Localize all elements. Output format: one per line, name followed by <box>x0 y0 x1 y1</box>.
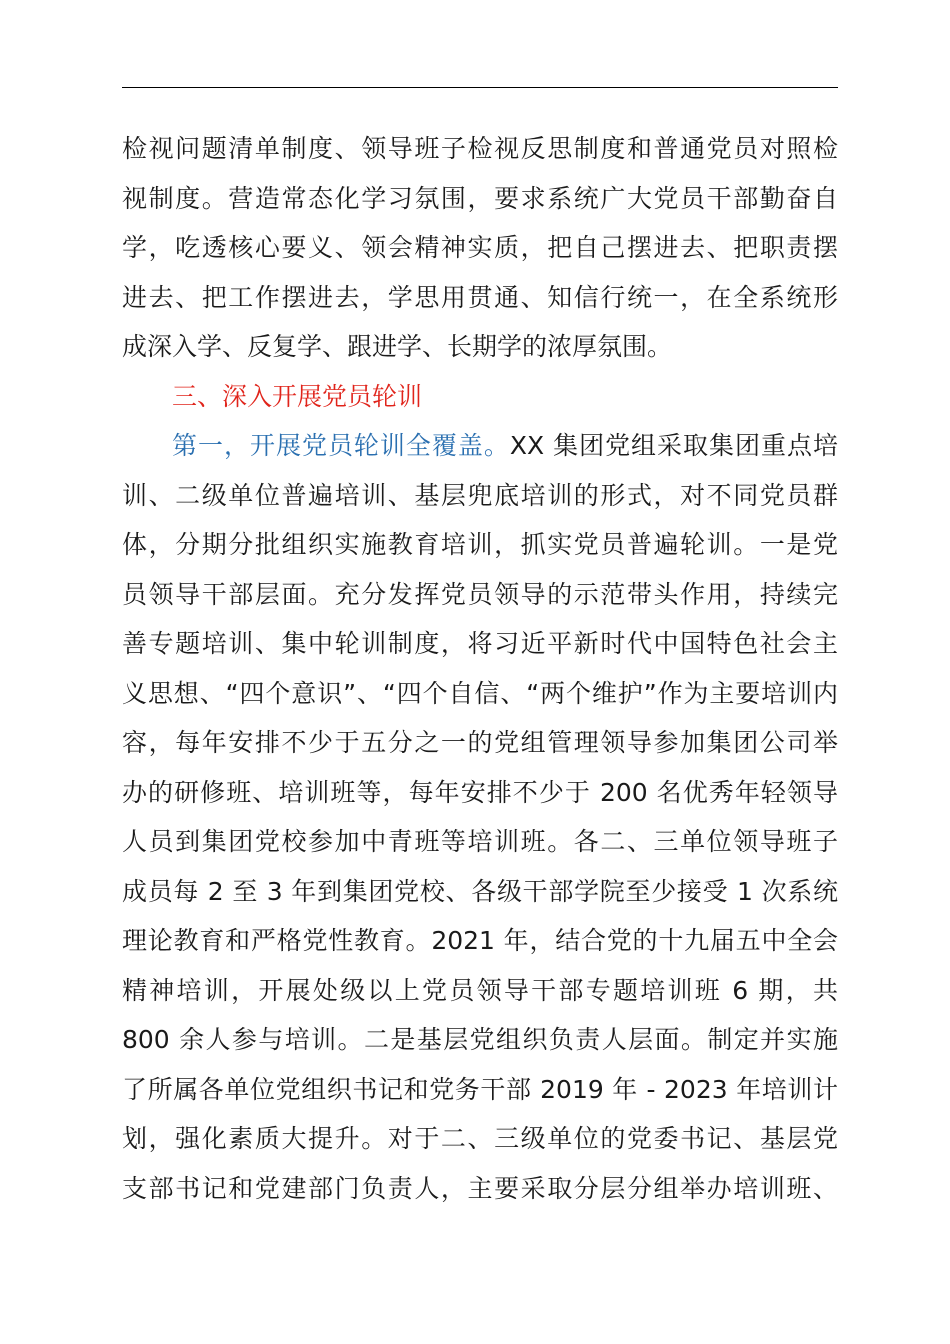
text-line: 成深入学、反复学、跟进学、长期学的浓厚氛围。 <box>122 332 673 361</box>
text-line: 支部书记和党建部门负责人，主要采取分层分组举办培训班、 <box>122 1173 838 1203</box>
text-line: 进去、把工作摆进去，学思用贯通、知信行统一，在全系统形 <box>122 282 838 312</box>
paragraph-continuation <box>122 124 838 372</box>
header-rule <box>122 87 838 88</box>
text-line: 体，分期分批组织实施教育培训，抓实党员普遍轮训。一是党 <box>122 530 838 559</box>
paragraph-party-training <box>122 421 838 1213</box>
text-line: 划，强化素质大提升。对于二、三级单位的党委书记、基层党 <box>122 1124 838 1153</box>
text-line: 训、二级单位普遍培训、基层兜底培训的形式，对不同党员群 <box>122 480 838 510</box>
text-line <box>122 421 838 471</box>
text-line: 理论教育和严格党性教育。2021 年，结合党的十九届五中全会 <box>122 926 838 955</box>
text-line: 了所属各单位党组织书记和党务干部 2019 年 - 2023 年培训计 <box>122 1074 838 1104</box>
lead-line-rest: XX 集团党组采取集团重点培 <box>509 431 838 460</box>
text-line: 精神培训，开展处级以上党员领导干部专题培训班 6 期，共 <box>122 975 838 1005</box>
text-line: 容，每年安排不少于五分之一的党组管理领导参加集团公司举 <box>122 728 838 757</box>
text-line: 人员到集团党校参加中青班等培训班。各二、三单位领导班子 <box>122 827 838 856</box>
text-line: 学，吃透核心要义、领会精神实质，把自己摆进去、把职责摆 <box>122 233 838 262</box>
text-line: 办的研修班、培训班等，每年安排不少于 200 名优秀年轻领导 <box>122 777 838 807</box>
text-line: 视制度。营造常态化学习氛围，要求系统广大党员干部勤奋自 <box>122 183 838 213</box>
text-line: 善专题培训、集中轮训制度，将习近平新时代中国特色社会主 <box>122 629 838 658</box>
paragraph-lead: 第一，开展党员轮训全覆盖。 <box>172 431 510 460</box>
section-heading: 三、深入开展党员轮训 <box>172 381 423 411</box>
text-line: 成员每 2 至 3 年到集团党校、各级干部学院至少接受 1 次系统 <box>122 876 838 906</box>
document-body <box>122 124 838 1213</box>
text-line: 员领导干部层面。充分发挥党员领导的示范带头作用，持续完 <box>122 579 838 609</box>
text-line: 800 余人参与培训。二是基层党组织负责人层面。制定并实施 <box>122 1025 838 1054</box>
text-line: 义思想、“四个意识”、“四个自信、“两个维护”作为主要培训内 <box>122 678 838 708</box>
text-line: 检视问题清单制度、领导班子检视反思制度和普通党员对照检 <box>122 134 838 163</box>
